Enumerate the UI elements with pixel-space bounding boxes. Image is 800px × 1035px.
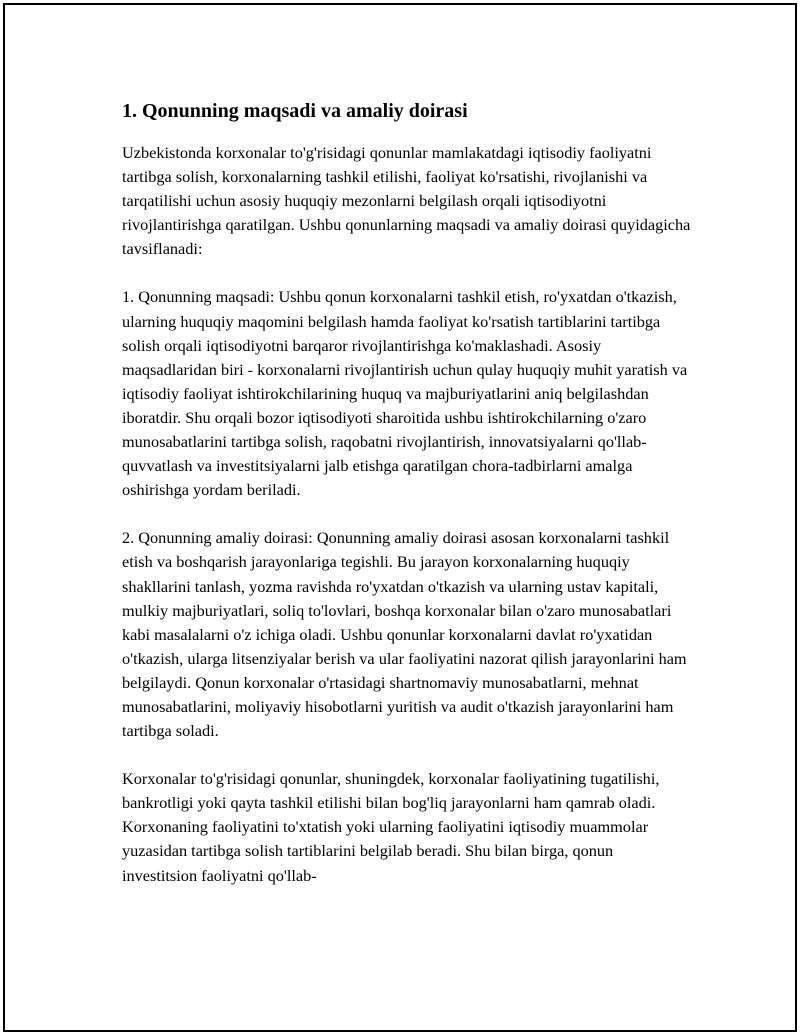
purpose-paragraph: 1. Qonunning maqsadi: Ushbu qonun korxonalarni tashkil etish, ro'yxatdan o'tkazish, ularning huquqiy maqomini belgilash hamda faoliyat ko'rsatish tartiblarini tartibga solish orqali iqtisodiyotni barqaror rivojlantirishga ko'maklashadi. Asosiy maqsadlaridan biri - korxonalarni rivojlantirish uchun qulay huquqiy muhit yaratish va iqtisodiy faoliyat ishtirokchilarining huquq va majburiyatlarini aniq belgilashdan iboratdir. Shu orqali bozor iqtisodiyoti sharoitida ushbu ishtirokchilarning o'zaro munosabatlarini tartibga solish, raqobatni rivojlantirish, innovatsiyalarni qo'llab-quvvatlash va investitsiyalarni jalb etishga qaratilgan chora-tadbirlarni amalga oshirishga yordam beriladi. [122, 287, 688, 500]
intro-paragraph: Uzbekistonda korxonalar to'g'risidagi qonunlar mamlakatdagi iqtisodiy faoliyatni tartibga solish, korxonalarning tashkil etilishi, faoliyat ko'rsatishi, rivojlanishi va tarqatilishi uchun asosiy huquqiy mezonlarni belgilash orqali iqtisodiyotni rivojlantirishga qaratilgan. Ushbu qonunlarning maqsadi va amaliy doirasi quyidagicha tavsiflanadi: [122, 143, 691, 259]
section-heading: 1. Qonunning maqsadi va amaliy doirasi [122, 100, 468, 122]
scope-paragraph: 2. Qonunning amaliy doirasi: Qonunning amaliy doirasi asosan korxonalarni tashkil etish va boshqarish jarayonlariga tegishli. Bu jarayon korxonalarning huquqiy shakllarini tanlash, yozma ravishda ro'yxatdan o'tkazish va ularning ustav kapitali, mulkiy majburiyatlari, soliq to'lovlari, boshqa korxonalar bilan o'zaro munosabatlari kabi masalalarni o'z ichiga oladi. Ushbu qonunlar korxonalarni davlat ro'yxatidan o'tkazish, ularga litsenziyalar berish va ular faoliyatini nazorat qilish jarayonlarini ham belgilaydi. Qonun korxonalar o'rtasidagi shartnomaviy munosabatlarni, mehnat munosabatlarini, moliyaviy hisobotlarni yuritish va audit o'tkazish jarayonlarini ham tartibga soladi. [122, 528, 687, 741]
page-frame [3, 3, 797, 1032]
closing-paragraph: Korxonalar to'g'risidagi qonunlar, shuningdek, korxonalar faoliyatining tugatilishi, bankrotligi yoki qayta tashkil etilishi bilan bog'liq jarayonlarni ham qamrab oladi. Korxonaning faoliyatini to'xtatish yoki ularning faoliyatini iqtisodiy muammolar yuzasidan tartibga solish tartiblarini belgilab beradi. Shu bilan birga, qonun investitsion faoliyatni qo'llab- [122, 769, 660, 885]
document-body [122, 97, 692, 888]
